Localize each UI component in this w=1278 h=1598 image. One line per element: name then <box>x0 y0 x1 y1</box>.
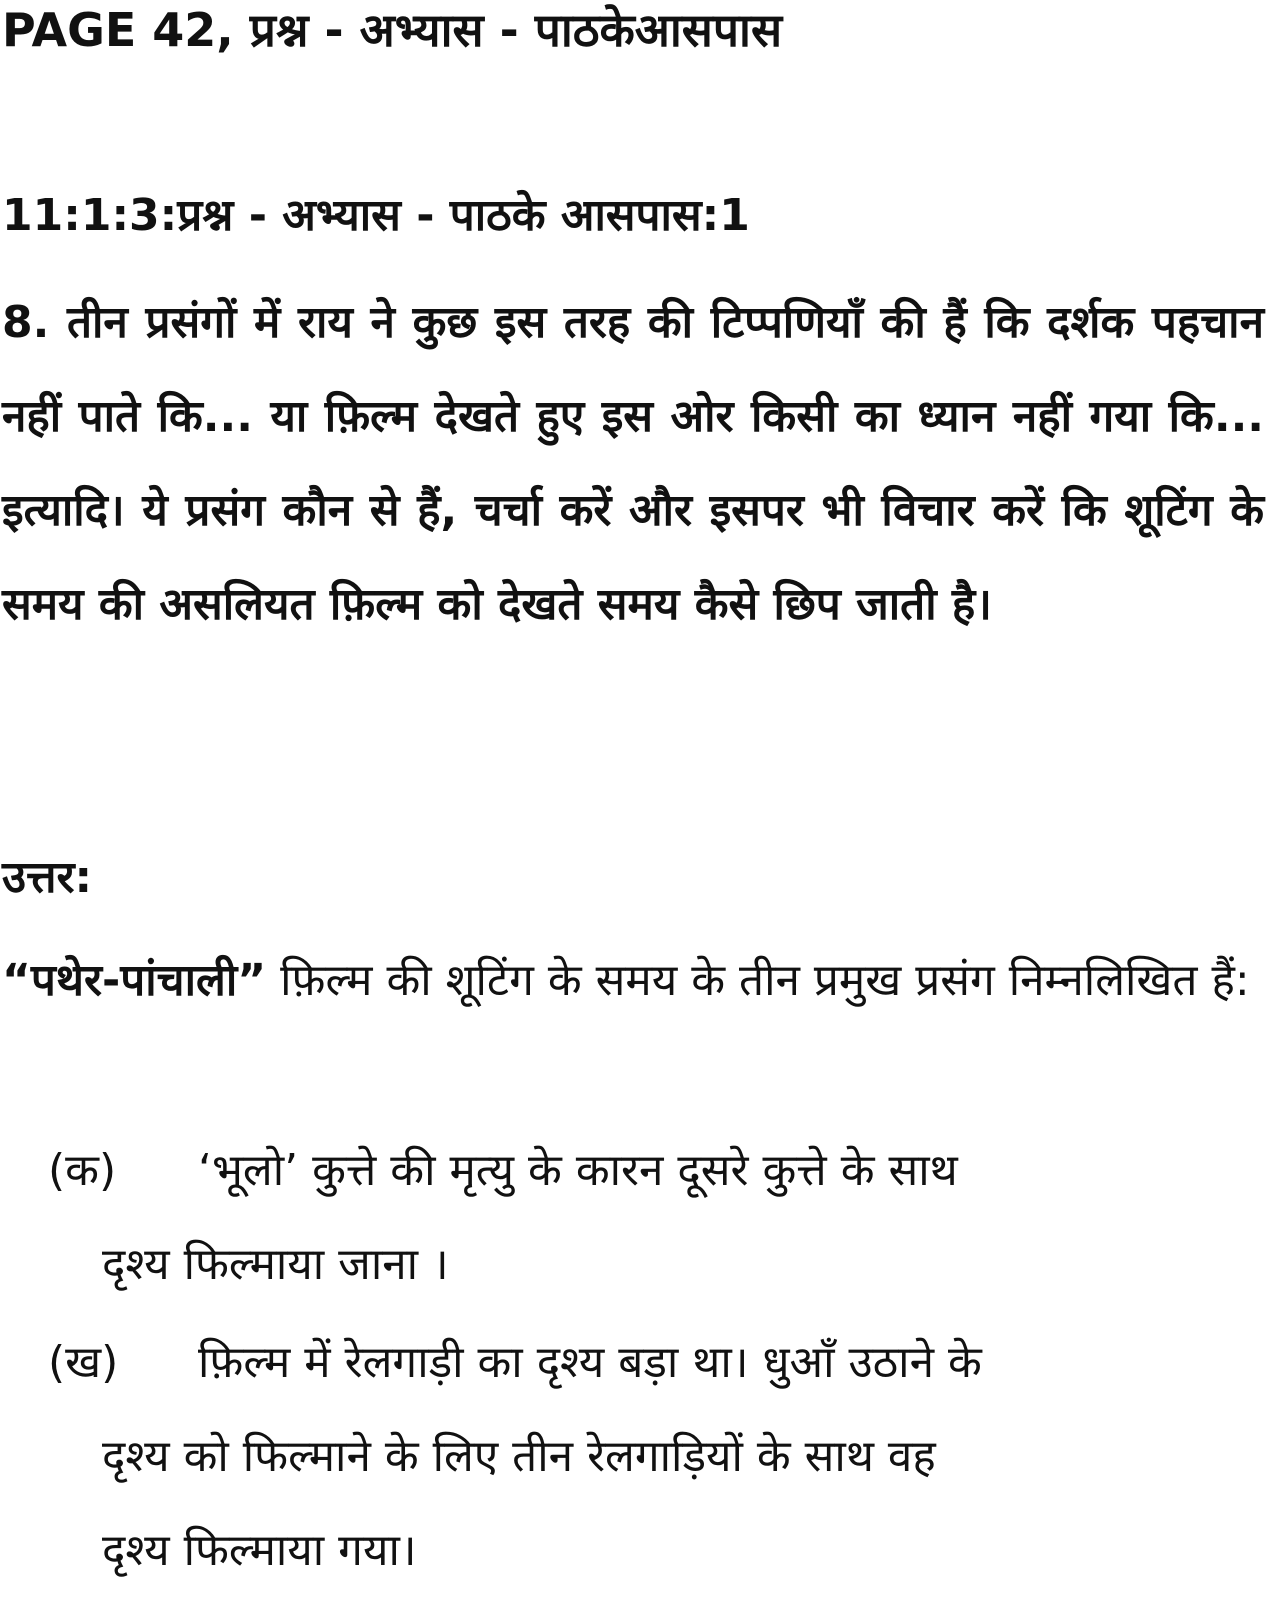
item-marker: (क) <box>48 1145 117 1196</box>
page-header: PAGE 42, प्रश्न - अभ्यास - पाठकेआसपास <box>2 3 783 57</box>
question-text: 8. तीन प्रसंगों में राय ने कुछ इस तरह की टिप्पणियाँ की हैं कि दर्शक पहचान नहीं पाते कि... या फ़िल्म देखते हुए इस ओर किसी का ध्यान नहीं गया कि... इत्यादि। ये प्रसंग कौन से हैं, चर्चा करें और इसपर भी विचार करें कि शूटिंग के समय की असलियत फ़िल्म को देखते समय कैसे छिप जाती है। <box>2 297 1264 630</box>
item-line: ‘भूलो’ कुत्ते की मृत्यु के कारन दूसरे कुत्ते के साथ <box>198 1145 958 1196</box>
answer-label: उत्तर: <box>2 852 93 903</box>
item-marker: (ख) <box>48 1337 119 1388</box>
item-line: फ़िल्म में रेलगाड़ी का दृश्य बड़ा था। धुआँ उठाने के <box>198 1337 982 1388</box>
item-line: दृश्य फिल्माया गया। <box>102 1525 417 1576</box>
question-reference: 11:1:3:प्रश्न - अभ्यास - पाठके आसपास:1 <box>2 190 750 241</box>
answer-intro <box>2 934 1264 1028</box>
item-line: दृश्य को फिल्माने के लिए तीन रेलगाड़ियों के साथ वह <box>102 1431 936 1482</box>
answer-item-ka <box>48 1124 1248 1312</box>
answer-item-kha <box>48 1316 1248 1598</box>
film-title: “पथेर-पांचाली” <box>2 955 267 1006</box>
answer-intro-text: फ़िल्म की शूटिंग के समय के तीन प्रमुख प्रसंग निम्नलिखित हैं: <box>266 955 1250 1006</box>
item-line: दृश्य फिल्माया जाना । <box>102 1239 449 1290</box>
